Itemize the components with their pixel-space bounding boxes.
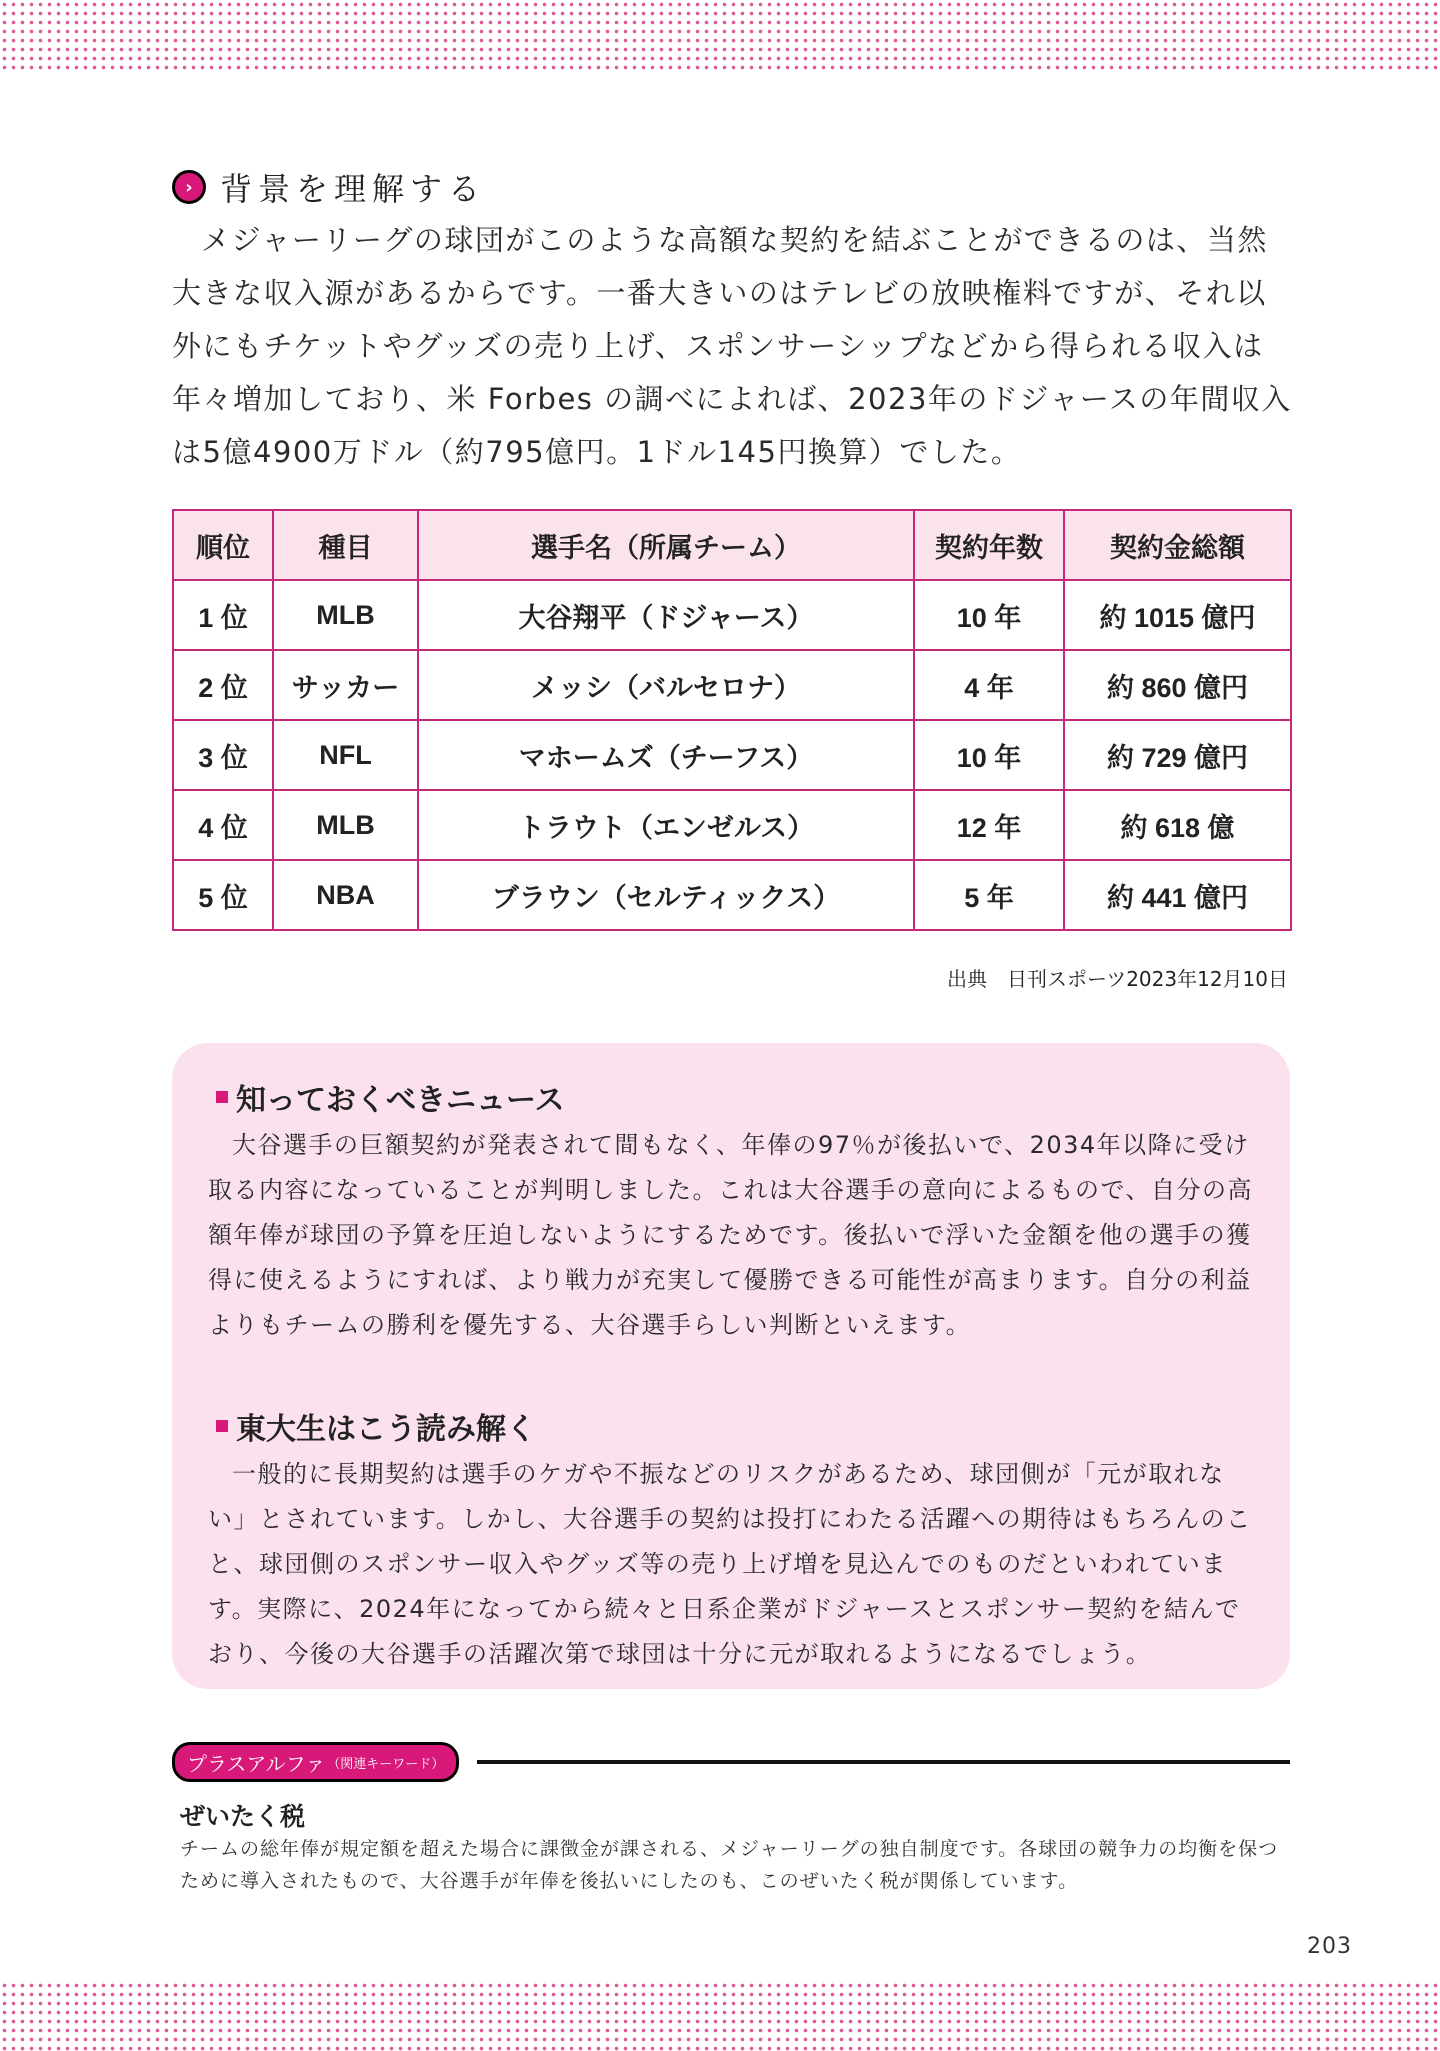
header-years: 契約年数 xyxy=(914,510,1064,580)
table-header-row xyxy=(173,510,1291,580)
table-row xyxy=(173,860,1291,930)
cell-sport: MLB xyxy=(273,580,418,650)
square-bullet-icon xyxy=(216,1420,228,1432)
cell-amount: 約 729 億円 xyxy=(1064,720,1291,790)
cell-rank: 1 位 xyxy=(173,580,273,650)
cell-amount: 約 441 億円 xyxy=(1064,860,1291,930)
news-heading-text: 知っておくべきニュース xyxy=(236,1083,565,1118)
analysis-heading-text: 東大生はこう読み解く xyxy=(236,1412,536,1447)
cell-rank: 5 位 xyxy=(173,860,273,930)
cell-years: 12 年 xyxy=(914,790,1064,860)
square-bullet-icon xyxy=(216,1091,228,1103)
header-rank: 順位 xyxy=(173,510,273,580)
cell-years: 10 年 xyxy=(914,580,1064,650)
cell-player: トラウト（エンゼルス） xyxy=(418,790,914,860)
news-heading xyxy=(216,1075,1254,1119)
analysis-text: 一般的に長期契約は選手のケガや不振などのリスクがあるため、球団側が「元が取れない」とされています。しかし、大谷選手の契約は投打にわたる活躍への期待はもちろんのこと、球団側のスポンサー収入やグッズ等の売り上げ増を見込んでのものだといわれています。実際に、2024年になってから続々と日系企業がドジャースとスポンサー契約を結んでおり、今後の大谷選手の活躍次第で球団は十分に元が取れるようになるでしょう。 xyxy=(208,1460,1252,1668)
cell-sport: サッカー xyxy=(273,650,418,720)
divider-line xyxy=(477,1760,1290,1764)
keyword-sublabel: （関連キーワード） xyxy=(327,1756,445,1772)
cell-player: マホームズ（チーフス） xyxy=(418,720,914,790)
cell-player: メッシ（バルセロナ） xyxy=(418,650,914,720)
cell-sport: NFL xyxy=(273,720,418,790)
contract-ranking-table xyxy=(172,509,1292,931)
analysis-heading xyxy=(216,1404,1254,1448)
info-box xyxy=(172,1043,1290,1689)
cell-years: 10 年 xyxy=(914,720,1064,790)
cell-rank: 2 位 xyxy=(173,650,273,720)
table-source: 出典 日刊スポーツ2023年12月10日 xyxy=(947,967,1288,991)
keyword-term: ぜいたく税 xyxy=(180,1802,306,1831)
keyword-description: チームの総年俸が規定額を超えた場合に課徴金が課される、メジャーリーグの独自制度です。各球団の競争力の均衡を保つために導入されたもので、大谷選手が年俸を後払いにしたのも、このぜいたく税が関係しています。 xyxy=(180,1838,1279,1892)
header-amount: 契約金総額 xyxy=(1064,510,1291,580)
keyword-section-header xyxy=(172,1744,1290,1780)
cell-amount: 約 860 億円 xyxy=(1064,650,1291,720)
table-row xyxy=(173,650,1291,720)
bottom-dot-pattern xyxy=(0,1981,1440,2051)
chevron-right-icon: › xyxy=(172,170,206,204)
cell-player: 大谷翔平（ドジャース） xyxy=(418,580,914,650)
top-dot-pattern xyxy=(0,0,1440,70)
cell-years: 4 年 xyxy=(914,650,1064,720)
table-row xyxy=(173,580,1291,650)
intro-paragraph xyxy=(172,214,1292,479)
header-player: 選手名（所属チーム） xyxy=(418,510,914,580)
keyword-label-badge xyxy=(172,1742,459,1782)
table-row xyxy=(173,720,1291,790)
cell-sport: NBA xyxy=(273,860,418,930)
section-heading xyxy=(172,163,486,211)
cell-rank: 4 位 xyxy=(173,790,273,860)
keyword-label: プラスアルファ xyxy=(187,1751,326,1776)
cell-rank: 3 位 xyxy=(173,720,273,790)
table-row xyxy=(173,790,1291,860)
cell-amount: 約 1015 億円 xyxy=(1064,580,1291,650)
section-title: 背景を理解する xyxy=(220,170,487,208)
news-text: 大谷選手の巨額契約が発表されて間もなく、年俸の97％が後払いで、2034年以降に受け取る内容になっていることが判明しました。これは大谷選手の意向によるもので、自分の高額年俸が球団の予算を圧迫しないようにするためです。後払いで浮いた金額を他の選手の獲得に使えるようにすれば、より戦力が充実して優勝できる可能性が高まります。自分の利益よりもチームの勝利を優先する、大谷選手らしい判断といえます。 xyxy=(208,1131,1254,1339)
cell-amount: 約 618 億 xyxy=(1064,790,1291,860)
cell-sport: MLB xyxy=(273,790,418,860)
page-number: 203 xyxy=(1307,1934,1352,1959)
header-sport: 種目 xyxy=(273,510,418,580)
cell-years: 5 年 xyxy=(914,860,1064,930)
intro-text: メジャーリーグの球団がこのような高額な契約を結ぶことができるのは、当然大きな収入源があるからです。一番大きいのはテレビの放映権料ですが、それ以外にもチケットやグッズの売り上げ、スポンサーシップなどから得られる収入は年々増加しており、米 Forbes の調べによれば、2023年のドジャースの年間収入は5億4900万ドル（約795億円。1ドル145円換算）でした。 xyxy=(172,223,1292,469)
cell-player: ブラウン（セルティックス） xyxy=(418,860,914,930)
